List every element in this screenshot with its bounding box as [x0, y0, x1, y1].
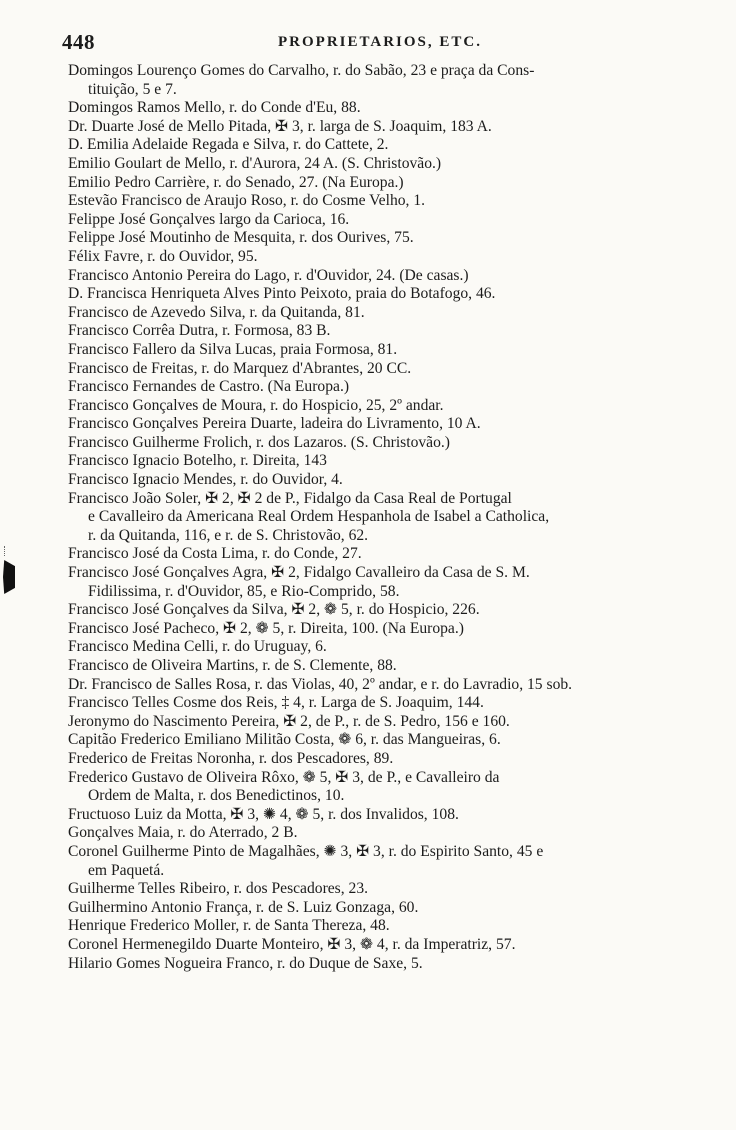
entry-line: Francisco Fallero da Silva Lucas, praia Formosa, 81. — [68, 340, 398, 358]
entry-line: Felippe José Gonçalves largo da Carioca, 16. — [68, 210, 350, 228]
entry-continuation-line: Ordem de Malta, r. dos Benedictinos, 10. — [88, 787, 345, 805]
entry-line: Francisco Guilherme Frolich, r. dos Lazaros. (S. Christovão.) — [68, 433, 450, 451]
entry-line: Francisco Ignacio Mendes, r. do Ouvidor, 4. — [68, 471, 343, 489]
directory-entry — [68, 211, 698, 230]
entry-continuation-line: Fidilissima, r. d'Ouvidor, 85, e Rio-Comprido, 58. — [88, 582, 400, 600]
page-number: 448 — [62, 30, 95, 54]
entry-line: Dr. Duarte José de Mello Pitada, ✠ 3, r. larga de S. Joaquim, 183 A. — [68, 117, 492, 135]
directory-entry — [68, 304, 698, 323]
entry-line: Francisco Telles Cosme dos Reis, ‡ 4, r. Larga de S. Joaquim, 144. — [68, 694, 484, 712]
margin-dots — [4, 546, 8, 556]
entry-line: D. Francisca Henriqueta Alves Pinto Peixoto, praia do Botafogo, 46. — [68, 285, 496, 303]
directory-entry — [68, 155, 698, 174]
entry-line: Francisco Fernandes de Castro. (Na Europa.) — [68, 378, 350, 396]
directory-entry — [68, 694, 698, 713]
entry-line: Francisco Ignacio Botelho, r. Direita, 143 — [68, 452, 327, 470]
directory-entry — [68, 955, 698, 974]
entry-line: Estevão Francisco de Araujo Roso, r. do Cosme Velho, 1. — [68, 192, 426, 210]
entry-line: Frederico de Freitas Noronha, r. dos Pescadores, 89. — [68, 749, 394, 767]
directory-entry — [68, 564, 698, 601]
entry-line: Francisco de Azevedo Silva, r. da Quitanda, 81. — [68, 303, 365, 321]
directory-entry — [68, 750, 698, 769]
entry-line: D. Emilia Adelaide Regada e Silva, r. do Cattete, 2. — [68, 136, 389, 154]
entry-line: Fructuoso Luiz da Motta, ✠ 3, ✺ 4, ❁ 5, r. dos Invalidos, 108. — [68, 805, 459, 823]
margin-bookmark-mark — [3, 560, 15, 594]
entry-line: Francisco José Gonçalves Agra, ✠ 2, Fidalgo Cavalleiro da Casa de S. M. — [68, 564, 530, 582]
entry-line: Guilherme Telles Ribeiro, r. dos Pescadores, 23. — [68, 880, 369, 898]
directory-entry — [68, 267, 698, 286]
directory-entry — [68, 341, 698, 360]
directory-entry — [68, 99, 698, 118]
directory-entry — [68, 713, 698, 732]
directory-entry — [68, 136, 698, 155]
entry-line: Francisco João Soler, ✠ 2, ✠ 2 de P., Fidalgo da Casa Real de Portugal — [68, 489, 512, 507]
directory-entry — [68, 378, 698, 397]
directory-entry — [68, 731, 698, 750]
entry-line: Francisco Gonçalves de Moura, r. do Hospicio, 25, 2º andar. — [68, 396, 444, 414]
directory-entry — [68, 192, 698, 211]
entry-line: Francisco José da Costa Lima, r. do Conde, 27. — [68, 545, 362, 563]
entry-line: Emilio Pedro Carrière, r. do Senado, 27. (Na Europa.) — [68, 173, 404, 191]
directory-entry — [68, 899, 698, 918]
entry-line: Guilhermino Antonio França, r. de S. Luiz Gonzaga, 60. — [68, 898, 419, 916]
directory-entry — [68, 434, 698, 453]
entry-continuation-line: r. da Quitanda, 116, e r. de S. Christovão, 62. — [88, 526, 369, 544]
directory-entry — [68, 806, 698, 825]
directory-entry — [68, 248, 698, 267]
entry-line: Dr. Francisco de Salles Rosa, r. das Violas, 40, 2º andar, e r. do Lavradio, 15 sob. — [68, 675, 573, 693]
entry-line: Felippe José Moutinho de Mesquita, r. dos Ourives, 75. — [68, 229, 414, 247]
directory-entry — [68, 322, 698, 341]
entry-line: Francisco Medina Celli, r. do Uruguay, 6. — [68, 638, 327, 656]
entry-line: Frederico Gustavo de Oliveira Rôxo, ❁ 5, ✠ 3, de P., e Cavalleiro da — [68, 768, 500, 786]
directory-entry — [68, 676, 698, 695]
directory-entry — [68, 174, 698, 193]
entry-line: Francisco Gonçalves Pereira Duarte, ladeira do Livramento, 10 A. — [68, 415, 481, 433]
directory-entry — [68, 62, 698, 99]
entry-continuation-line: em Paquetá. — [88, 861, 165, 879]
page-header — [62, 30, 672, 54]
directory-entry — [68, 229, 698, 248]
entry-line: Francisco de Freitas, r. do Marquez d'Abrantes, 20 CC. — [68, 359, 412, 377]
entry-line: Gonçalves Maia, r. do Aterrado, 2 B. — [68, 824, 298, 842]
directory-entry — [68, 360, 698, 379]
directory-entry — [68, 285, 698, 304]
directory-entries — [68, 62, 698, 973]
directory-entry — [68, 545, 698, 564]
entry-line: Coronel Hermenegildo Duarte Monteiro, ✠ 3, ❁ 4, r. da Imperatriz, 57. — [68, 935, 516, 953]
entry-continuation-line: tituição, 5 e 7. — [88, 80, 177, 98]
directory-entry — [68, 415, 698, 434]
entry-continuation-line: e Cavalleiro da Americana Real Ordem Hespanhola de Isabel a Catholica, — [88, 508, 550, 526]
directory-entry — [68, 638, 698, 657]
directory-entry — [68, 657, 698, 676]
directory-entry — [68, 880, 698, 899]
directory-entry — [68, 490, 698, 546]
entry-line: Francisco José Pacheco, ✠ 2, ❁ 5, r. Direita, 100. (Na Europa.) — [68, 619, 464, 637]
entry-line: Capitão Frederico Emiliano Militão Costa, ❁ 6, r. das Mangueiras, 6. — [68, 731, 501, 749]
entry-line: Félix Favre, r. do Ouvidor, 95. — [68, 247, 258, 265]
directory-entry — [68, 601, 698, 620]
entry-line: Francisco José Gonçalves da Silva, ✠ 2, ❁ 5, r. do Hospicio, 226. — [68, 601, 480, 619]
entry-line: Emilio Goulart de Mello, r. d'Aurora, 24 A. (S. Christovão.) — [68, 154, 442, 172]
directory-entry — [68, 452, 698, 471]
entry-line: Domingos Ramos Mello, r. do Conde d'Eu, 88. — [68, 99, 361, 117]
entry-line: Francisco de Oliveira Martins, r. de S. Clemente, 88. — [68, 657, 397, 674]
directory-entry — [68, 769, 698, 806]
directory-entry — [68, 620, 698, 639]
directory-entry — [68, 118, 698, 137]
entry-line: Francisco Antonio Pereira do Lago, r. d'Ouvidor, 24. (De casas.) — [68, 266, 469, 284]
entry-line: Hilario Gomes Nogueira Franco, r. do Duque de Saxe, 5. — [68, 954, 423, 972]
entry-line: Henrique Frederico Moller, r. de Santa Thereza, 48. — [68, 917, 390, 935]
entry-line: Jeronymo do Nascimento Pereira, ✠ 2, de P., r. de S. Pedro, 156 e 160. — [68, 712, 510, 730]
entry-line: Domingos Lourenço Gomes do Carvalho, r. do Sabão, 23 e praça da Cons- — [68, 62, 535, 79]
directory-entry — [68, 843, 698, 880]
directory-entry — [68, 397, 698, 416]
running-title: PROPRIETARIOS, ETC. — [278, 34, 482, 50]
entry-line: Francisco Corrêa Dutra, r. Formosa, 83 B. — [68, 322, 331, 340]
entry-line: Coronel Guilherme Pinto de Magalhães, ✺ 3, ✠ 3, r. do Espirito Santo, 45 e — [68, 842, 544, 860]
directory-entry — [68, 824, 698, 843]
directory-entry — [68, 471, 698, 490]
directory-entry — [68, 917, 698, 936]
directory-entry — [68, 936, 698, 955]
